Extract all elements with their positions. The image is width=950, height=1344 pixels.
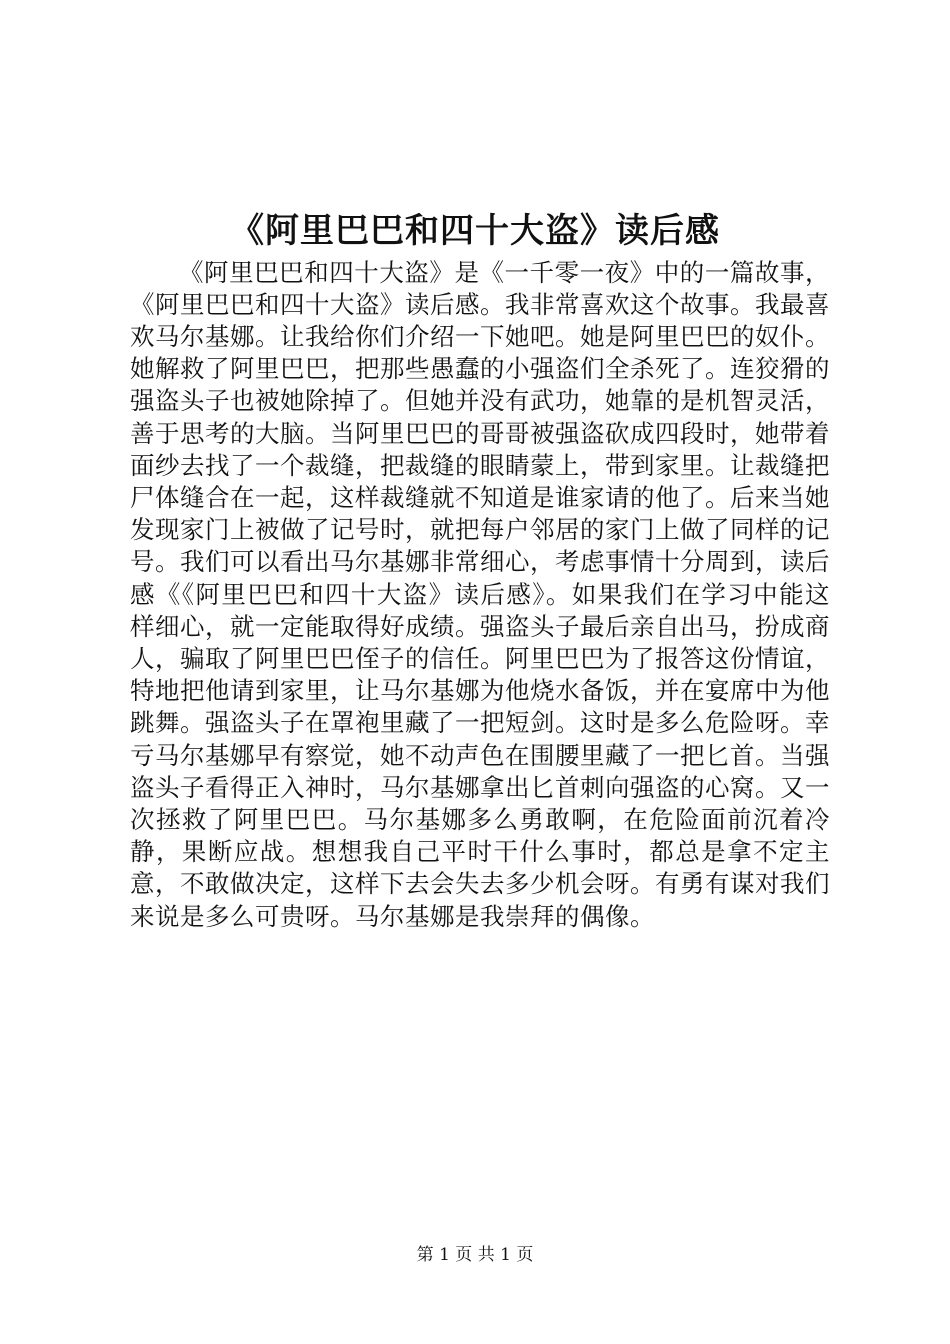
document-body-paragraph: 《阿里巴巴和四十大盗》是《一千零一夜》中的一篇故事，《阿里巴巴和四十大盗》读后感。我非常喜欢这个故事。我最喜欢马尔基娜。让我给你们介绍一下她吧。她是阿里巴巴的奴仆。她解救了阿里巴巴，把那些愚蠢的小强盗们全杀死了。连狡猾的强盗头子也被她除掉了。但她并没有武功，她靠的是机智灵活，善于思考的大脑。当阿里巴巴的哥哥被强盗砍成四段时，她带着面纱去找了一个裁缝，把裁缝的眼睛蒙上，带到家里。让裁缝把尸体缝合在一起，这样裁缝就不知道是谁家请的他了。后来当她发现家门上被做了记号时，就把每户邻居的家门上做了同样的记号。我们可以看出马尔基娜非常细心，考虑事情十分周到，读后感《《阿里巴巴和四十大盗》读后感》。如果我们在学习中能这样细心，就一定能取得好成绩。强盗头子最后亲自出马，扮成商人，骗取了阿里巴巴侄子的信任。阿里巴巴为了报答这份情谊，特地把他请到家里，让马尔基娜为他烧水备饭，并在宴席中为他跳舞。强盗头子在罩袍里藏了一把短剑。这时是多么危险呀。幸亏马尔基娜早有察觉，她不动声色在围腰里藏了一把匕首。当强盗头子看得正入神时，马尔基娜拿出匕首刺向强盗的心窝。又一次拯救了阿里巴巴。马尔基娜多么勇敢啊，在危险面前沉着冷静，果断应战。想想我自己平时干什么事时，都总是拿不定主意，不敢做决定，这样下去会失去多少机会呀。有勇有谋对我们来说是多么可贵呀。马尔基娜是我崇拜的偶像。 bbox=[130, 257, 830, 931]
page-number-footer: 第 1 页 共 1 页 bbox=[416, 1245, 534, 1265]
document-title: 《阿里巴巴和四十大盗》读后感 bbox=[230, 210, 720, 251]
